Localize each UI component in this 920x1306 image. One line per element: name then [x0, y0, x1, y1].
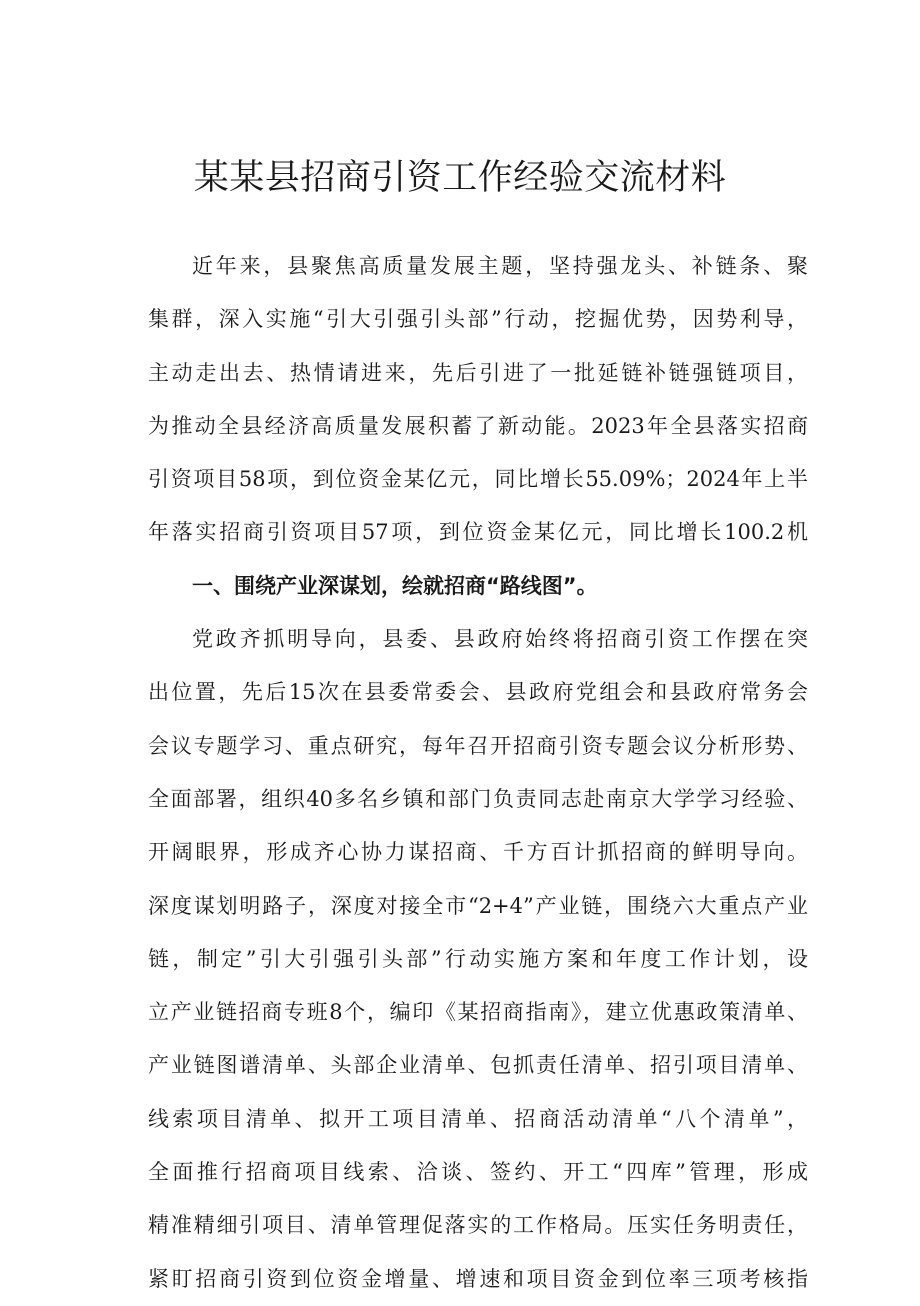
paragraph-line: 年落实招商引资项目57项，到位资金某亿元，同比增长100.2机: [148, 520, 808, 545]
paragraph-line: 会议专题学习、重点研究，每年召开招商引资专题会议分析形势、: [148, 733, 808, 758]
paragraph-line: 全面推行招商项目线索、洽谈、签约、开工“四库”管理，形成: [148, 1160, 808, 1185]
paragraph-line: 为推动全县经济高质量发展积蓄了新动能。2023年全县落实招商: [148, 413, 808, 438]
section-heading: 一、围绕产业深谋划，绘就招商“路线图”。: [192, 573, 598, 598]
paragraph-line: 链，制定”引大引强引头部”行动实施方案和年度工作计划，设: [148, 946, 808, 971]
document-title: 某某县招商引资工作经验交流材料: [193, 158, 727, 198]
document-body: [148, 240, 808, 1306]
paragraph-line: 引资项目58项，到位资金某亿元，同比增长55.09%；2024年上半: [148, 467, 808, 492]
paragraph-line: 精准精细引项目、清单管理促落实的工作格局。压实任务明责任，: [148, 1213, 808, 1238]
paragraph-line: 开阔眼界，形成齐心协力谋招商、千方百计抓招商的鲜明导向。: [148, 840, 808, 865]
paragraph-line: 立产业链招商专班8个，编印《某招商指南》，建立优惠政策清单、: [148, 1000, 808, 1025]
paragraph-line: 主动走出去、热情请进来，先后引进了一批延链补链强链项目，: [148, 360, 808, 385]
paragraph-line: 集群，深入实施“引大引强引头部”行动，挖掘优势，因势利导，: [148, 307, 808, 332]
paragraph-line: 产业链图谱清单、头部企业清单、包抓责任清单、招引项目清单、: [148, 1053, 808, 1078]
paragraph-line: 线索项目清单、拟开工项目清单、招商活动清单“八个清单”，: [148, 1106, 808, 1131]
paragraph-line: 深度谋划明路子，深度对接全市“2+4”产业链，围绕六大重点产业: [148, 893, 808, 918]
paragraph-line: 近年来，县聚焦高质量发展主题，坚持强龙头、补链条、聚: [192, 254, 808, 278]
paragraph-line: 出位置，先后15次在县委常委会、县政府党组会和县政府常务会: [148, 680, 808, 705]
paragraph-line: 紧盯招商引资到位资金增量、增速和项目资金到位率三项考核指: [148, 1266, 808, 1291]
paragraph-line: 全面部署，组织40多名乡镇和部门负责同志赴南京大学学习经验、: [148, 786, 808, 811]
paragraph-line: 党政齐抓明导向，县委、县政府始终将招商引资工作摆在突: [192, 627, 808, 652]
